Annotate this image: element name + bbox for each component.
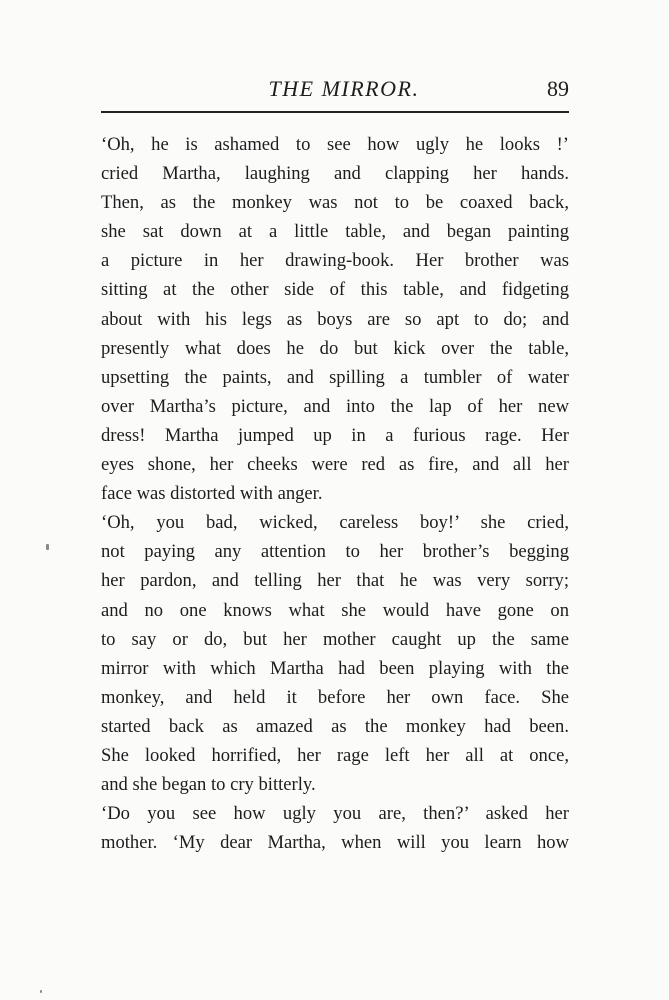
text-line: sitting at the other side of this table, and fidgeting xyxy=(101,279,569,301)
text-line: not paying any attention to her brother’s begging xyxy=(101,541,569,563)
running-head xyxy=(101,74,569,104)
text-line: over Martha’s picture, and into the lap of her new xyxy=(101,395,569,417)
text-line: dress! Martha jumped up in a furious rage. Her xyxy=(101,424,569,446)
text-line: and no one knows what she would have gone on xyxy=(101,599,569,621)
text-line: to say or do, but her mother caught up the same xyxy=(101,628,569,650)
text-line: upsetting the paints, and spilling a tumbler of water xyxy=(101,366,569,388)
text-line: ‘Oh, you bad, wicked, careless boy!’ she cried, xyxy=(101,512,569,534)
text-line: mirror with which Martha had been playing with the xyxy=(101,657,569,679)
chapter-title: THE MIRROR. xyxy=(268,76,420,101)
text-line: she sat down at a little table, and began painting xyxy=(101,221,569,243)
text-line: Then, as the monkey was not to be coaxed back, xyxy=(101,192,569,214)
body-text xyxy=(101,130,569,857)
text-line: monkey, and held it before her own face. She xyxy=(101,686,569,708)
text-line: eyes shone, her cheeks were red as fire, and all her xyxy=(101,454,569,476)
text-line: ‘Do you see how ugly you are, then?’ asked her xyxy=(101,803,569,825)
text-line: and she began to cry bitterly. xyxy=(101,774,316,796)
text-line: presently what does he do but kick over the table, xyxy=(101,337,569,359)
text-line: ‘Oh, he is ashamed to see how ugly he looks !’ xyxy=(101,134,569,155)
margin-speck xyxy=(46,544,49,550)
header-rule xyxy=(101,111,569,113)
text-line: a picture in her drawing-book. Her brother was xyxy=(101,250,569,272)
text-line: started back as amazed as the monkey had been. xyxy=(101,715,569,737)
page-number: 89 xyxy=(547,76,569,101)
text-line: her pardon, and telling her that he was very sorry; xyxy=(101,570,569,592)
margin-speck xyxy=(40,990,42,993)
text-line: face was distorted with anger. xyxy=(101,483,323,505)
text-line: about with his legs as boys are so apt to do; and xyxy=(101,308,569,330)
text-line: cried Martha, laughing and clapping her hands. xyxy=(101,163,569,185)
text-line: mother. ‘My dear Martha, when will you learn how xyxy=(101,832,569,854)
text-line: She looked horrified, her rage left her all at once, xyxy=(101,744,569,766)
